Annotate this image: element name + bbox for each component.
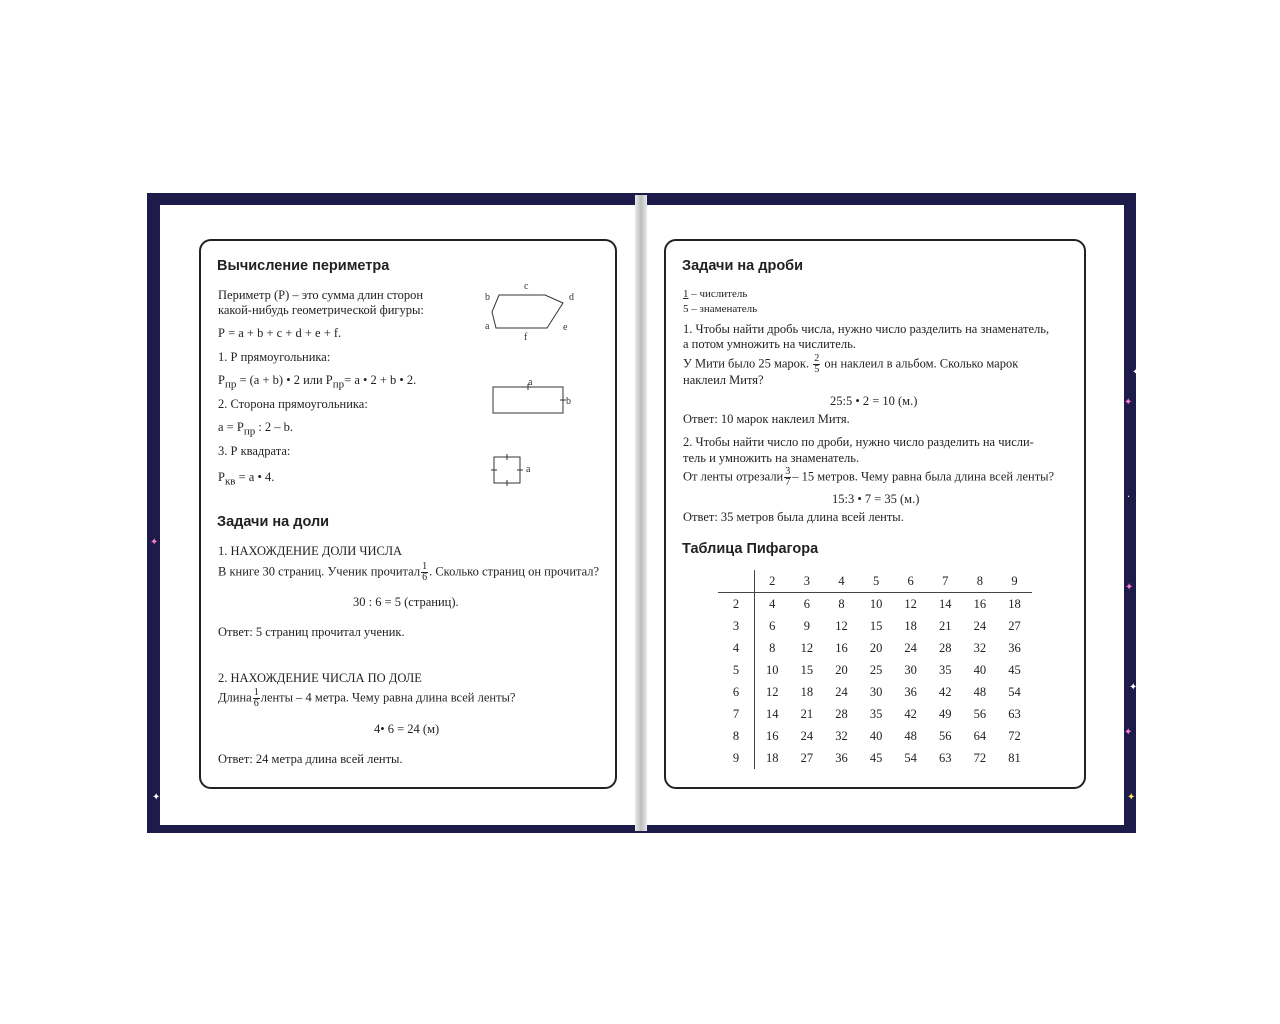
square-diagram bbox=[490, 452, 540, 488]
star-icon: · bbox=[1127, 492, 1131, 503]
table-cell: 14 bbox=[939, 596, 952, 611]
table-cell: 8 bbox=[769, 640, 776, 655]
table-cell: 24 bbox=[904, 640, 917, 655]
table-row-header: 7 bbox=[718, 703, 755, 725]
table-cell: 42 bbox=[904, 706, 917, 721]
table-row-header: 6 bbox=[718, 681, 755, 703]
perimeter-title: Вычисление периметра bbox=[217, 258, 390, 274]
table-cell: 42 bbox=[939, 684, 952, 699]
table-cell: 8 bbox=[838, 596, 845, 611]
table-cell: 12 bbox=[904, 596, 917, 611]
shares-task-1: В книге 30 страниц. Ученик прочитал $\frac{1}{6}$ . Сколько страниц он прочитал? bbox=[218, 561, 600, 583]
pythagoras-title: Таблица Пифагора bbox=[682, 541, 819, 557]
square-perimeter-formula: $Р_{кв} = a$ • 4. bbox=[218, 470, 275, 488]
table-cell: 81 bbox=[1008, 750, 1021, 765]
table-cell: 24 bbox=[800, 728, 814, 743]
table-cell: 27 bbox=[800, 750, 814, 765]
fractions-answer-1: Ответ: 10 марок наклеил Митя. bbox=[683, 412, 850, 426]
table-cell: 15 bbox=[869, 618, 883, 633]
table-cell: 15 bbox=[800, 662, 814, 677]
table-cell: 18 bbox=[766, 750, 779, 765]
table-row bbox=[718, 747, 1032, 769]
table-cell: 48 bbox=[904, 728, 917, 743]
shares-task-2: Длина $\frac{1}{6}$ ленты – 4 метра. Чему равна длина всей ленты? bbox=[218, 687, 516, 709]
table-cell: 27 bbox=[1008, 618, 1021, 633]
table-cell: 64 bbox=[973, 728, 987, 743]
fractions-rule-1-line1: 1. Чтобы найти дробь числа, нужно число разделить на знаменатель, bbox=[683, 322, 1050, 336]
star-icon: ✦ bbox=[1132, 367, 1141, 378]
table-cell: 32 bbox=[973, 640, 987, 655]
table-row bbox=[718, 703, 1032, 725]
table-cell: 54 bbox=[1008, 684, 1021, 699]
hexagon-label: a bbox=[485, 321, 490, 332]
fractions-rule-1-line2: а потом умножить на числитель. bbox=[683, 337, 856, 351]
star-icon: ✦ bbox=[152, 792, 161, 803]
table-row-header: 3 bbox=[718, 615, 755, 637]
fractions-task-2: От ленты отрезали $\frac{3}{7}$ – 15 метров. Чему равна была длина всей ленты? bbox=[683, 466, 1055, 488]
shares-title: Задачи на доли bbox=[217, 514, 330, 530]
shares-answer-1: Ответ: 5 страниц прочитал ученик. bbox=[218, 625, 405, 639]
table-cell: 40 bbox=[973, 662, 987, 677]
table-header-cell: 8 bbox=[963, 570, 998, 593]
table-cell: 40 bbox=[869, 728, 883, 743]
rectangle-perimeter-item: 1. Р прямоугольника: bbox=[218, 350, 331, 364]
square-label: a bbox=[526, 464, 531, 475]
numerator-legend: 1 – числитель bbox=[683, 288, 748, 300]
table-cell: 24 bbox=[973, 618, 987, 633]
table-cell: 12 bbox=[800, 640, 814, 655]
rectangle-label: a bbox=[528, 377, 533, 388]
star-icon: ✦ bbox=[1124, 727, 1133, 738]
table-cell: 63 bbox=[1008, 706, 1021, 721]
table-cell: 36 bbox=[1008, 640, 1021, 655]
rectangle-side-item: 2. Сторона прямоугольника: bbox=[218, 397, 368, 411]
table-cell: 28 bbox=[835, 706, 848, 721]
table-cell: 20 bbox=[869, 640, 883, 655]
table-cell: 63 bbox=[939, 750, 952, 765]
hexagon-label: c bbox=[524, 281, 529, 292]
table-row-header: 9 bbox=[718, 747, 755, 769]
table-cell: 72 bbox=[973, 750, 987, 765]
table-header-cell: 7 bbox=[928, 570, 963, 593]
rectangle-diagram bbox=[488, 373, 578, 418]
table-row bbox=[718, 681, 1032, 703]
table-cell: 10 bbox=[766, 662, 779, 677]
perimeter-definition-line2: какой-нибудь геометрической фигуры: bbox=[218, 303, 424, 317]
table-cell: 49 bbox=[939, 706, 952, 721]
fractions-calc-1: 25:5 • 2 = 10 (м.) bbox=[830, 394, 918, 408]
table-cell: 16 bbox=[973, 596, 987, 611]
table-cell: 12 bbox=[835, 618, 848, 633]
table-cell: 12 bbox=[766, 684, 779, 699]
table-cell: 30 bbox=[904, 662, 917, 677]
hexagon-label: b bbox=[485, 292, 490, 303]
table-cell: 72 bbox=[1008, 728, 1021, 743]
table-cell: 6 bbox=[769, 618, 776, 633]
shares-answer-2: Ответ: 24 метра длина всей ленты. bbox=[218, 752, 403, 766]
star-icon: ✦ bbox=[1127, 792, 1136, 803]
table-header-cell: 5 bbox=[859, 570, 894, 593]
table-cell: 35 bbox=[869, 706, 883, 721]
table-row-header: 2 bbox=[718, 593, 755, 616]
table-cell: 24 bbox=[835, 684, 848, 699]
table-header-cell: 2 bbox=[755, 570, 790, 593]
table-cell: 18 bbox=[800, 684, 814, 699]
fractions-task-1-line2: наклеил Митя? bbox=[683, 373, 764, 387]
rectangle-perimeter-formula: $Р_{пр} = (a + b)$ • 2 или $Р_{пр}= a$ • 2 + b • 2. bbox=[218, 373, 417, 391]
shares-calc-2: 4• 6 = 24 (м) bbox=[374, 722, 440, 736]
table-row-header: 4 bbox=[718, 637, 755, 659]
table-cell: 18 bbox=[1008, 596, 1021, 611]
perimeter-formula: Р = a + b + c + d + e + f. bbox=[218, 326, 342, 340]
star-icon: ✦ bbox=[1129, 682, 1138, 693]
table-header-cell: 3 bbox=[790, 570, 825, 593]
table-cell: 21 bbox=[800, 706, 814, 721]
shares-subtitle-2: 2. НАХОЖДЕНИЕ ЧИСЛА ПО ДОЛЕ bbox=[218, 671, 422, 685]
table-cell: 4 bbox=[769, 596, 776, 611]
shares-calc-1: 30 : 6 = 5 (страниц). bbox=[353, 595, 459, 609]
hexagon-label: d bbox=[569, 292, 574, 303]
table-cell: 14 bbox=[766, 706, 779, 721]
table-cell: 45 bbox=[869, 750, 883, 765]
square-perimeter-item: 3. Р квадрата: bbox=[218, 444, 291, 458]
perimeter-definition-line1: Периметр (Р) – это сумма длин сторон bbox=[218, 288, 424, 302]
hexagon-label: e bbox=[563, 322, 568, 333]
star-icon: ✦ bbox=[1125, 582, 1134, 593]
hexagon-label: f bbox=[524, 332, 528, 342]
table-cell: 36 bbox=[835, 750, 848, 765]
table-cell: 28 bbox=[939, 640, 952, 655]
denominator-legend: 5 – знаменатель bbox=[683, 303, 758, 315]
star-icon: ✦ bbox=[150, 537, 159, 548]
table-cell: 56 bbox=[973, 706, 987, 721]
table-header-cell bbox=[718, 570, 755, 593]
table-row bbox=[718, 615, 1032, 637]
table-cell: 6 bbox=[803, 596, 811, 611]
table-cell: 54 bbox=[904, 750, 917, 765]
table-row bbox=[718, 725, 1032, 747]
table-row bbox=[718, 659, 1032, 681]
table-header-cell: 4 bbox=[824, 570, 859, 593]
fractions-task-1: У Мити было 25 марок. $\frac{2}{5}$ он наклеил в альбом. Сколько марок bbox=[683, 353, 1019, 375]
table-cell: 35 bbox=[939, 662, 952, 677]
table-cell: 32 bbox=[835, 728, 848, 743]
table-cell: 16 bbox=[835, 640, 848, 655]
shares-subtitle-1: 1. НАХОЖДЕНИЕ ДОЛИ ЧИСЛА bbox=[218, 544, 403, 558]
table-cell: 30 bbox=[869, 684, 883, 699]
table-cell: 45 bbox=[1008, 662, 1021, 677]
table-cell: 36 bbox=[904, 684, 917, 699]
star-icon: ✦ bbox=[1124, 397, 1133, 408]
fractions-calc-2: 15:3 • 7 = 35 (м.) bbox=[832, 492, 920, 506]
table-row-header: 5 bbox=[718, 659, 755, 681]
book-spine bbox=[635, 195, 647, 831]
table-cell: 9 bbox=[803, 618, 811, 633]
rectangle-side-formula: $a = Р_{пр}$ : 2 – b. bbox=[218, 420, 294, 438]
table-cell: 56 bbox=[939, 728, 952, 743]
table-cell: 18 bbox=[904, 618, 917, 633]
pythagoras-table bbox=[718, 570, 1032, 769]
table-header-row bbox=[718, 570, 1032, 593]
fractions-title: Задачи на дроби bbox=[682, 258, 804, 274]
table-row bbox=[718, 593, 1032, 616]
fractions-rule-2-line2: тель и умножить на знаменатель. bbox=[683, 451, 860, 465]
table-cell: 21 bbox=[939, 618, 952, 633]
fractions-rule-2-line1: 2. Чтобы найти число по дроби, нужно число разделить на числи- bbox=[683, 435, 1034, 449]
fractions-answer-2: Ответ: 35 метров была длина всей ленты. bbox=[683, 510, 904, 524]
table-header-cell: 6 bbox=[893, 570, 928, 593]
hexagon-diagram bbox=[480, 280, 580, 342]
table-cell: 25 bbox=[869, 662, 883, 677]
table-cell: 10 bbox=[869, 596, 883, 611]
table-row bbox=[718, 637, 1032, 659]
rectangle-label: b bbox=[566, 396, 571, 407]
table-header-cell: 9 bbox=[997, 570, 1032, 593]
table-cell: 16 bbox=[766, 728, 779, 743]
table-cell: 48 bbox=[973, 684, 987, 699]
table-row-header: 8 bbox=[718, 725, 755, 747]
table-cell: 20 bbox=[835, 662, 848, 677]
